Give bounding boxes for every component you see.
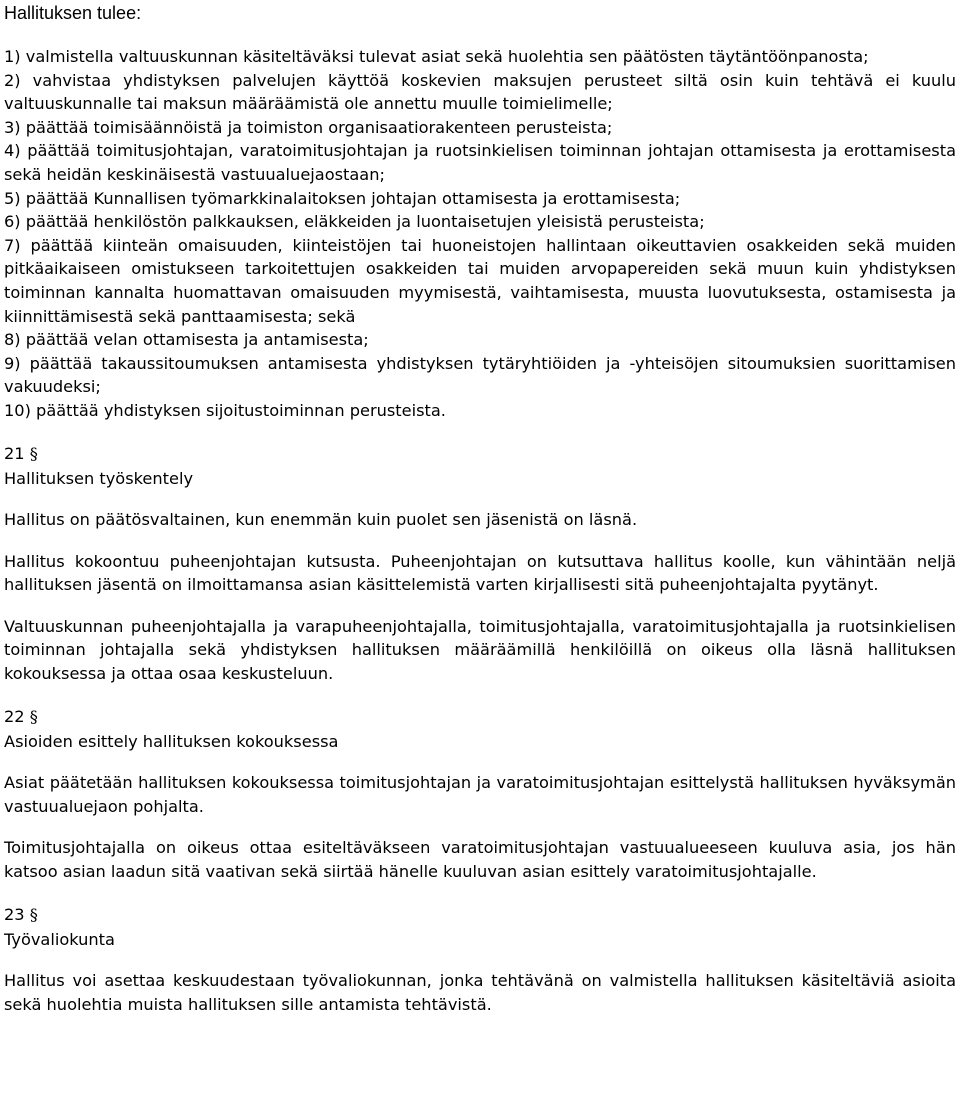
section-title: Hallituksen työskentely [4, 468, 194, 488]
section-paragraph: Hallitus on päätösvaltainen, kun enemmän kuin puolet sen jäsenistä on läsnä. [4, 510, 638, 530]
section-paragraph: Hallitus voi asettaa keskuudestaan työvaliokunnan, jonka tehtävänä on valmistella hallituksen käsiteltäviä asioita sekä huolehtia muista hallituksen sille antamista tehtävistä. [4, 971, 956, 1014]
duty-item: 10) päättää yhdistyksen sijoitustoiminnan perusteista. [4, 400, 446, 420]
duty-item: 9) päättää takaussitoumuksen antamisesta yhdistyksen tytäryhtiöiden ja -yhteisöjen sitoumuksien suorittamisen vakuudeksi; [4, 353, 956, 397]
section-number: 21 § [4, 443, 38, 463]
section-paragraph: Asiat päätetään hallituksen kokouksessa toimitusjohtajan ja varatoimitusjohtajan esittelystä hallituksen hyväksymän vastuualuejaon pohjalta. [4, 773, 956, 816]
section-title: Työvaliokunta [4, 929, 115, 949]
section-title: Asioiden esittely hallituksen kokouksessa [4, 731, 339, 751]
section-symbol: § [29, 706, 38, 726]
duty-item: 2) vahvistaa yhdistyksen palvelujen käyttöä koskevien maksujen perusteet siltä osin kuin tehtävä ei kuulu valtuuskunnalle tai maksun määräämistä ole annettu muulle toimielimelle; [4, 70, 956, 114]
section-number: 22 § [4, 706, 38, 726]
duty-item: 7) päättää kiinteän omaisuuden, kiinteistöjen tai huoneistojen hallintaan oikeuttavien osakkeiden sekä muiden pitkäaikaiseen omistukseen tarkoitettujen osakkeiden tai muiden arvopapereiden sekä muun kuin yhdistyksen toiminnan kannalta huomattavan omaisuuden myymisestä, vaihtamisesta, muusta luovutuksesta, ostamisesta ja kiinnittämisestä sekä panttaamisesta; sekä [4, 235, 956, 326]
section-22 [4, 704, 956, 884]
duty-item: 3) päättää toimisäännöistä ja toimiston organisaatiorakenteen perusteista; [4, 117, 613, 137]
section-23 [4, 902, 956, 1017]
section-number: 23 § [4, 904, 38, 924]
section-paragraph: Hallitus kokoontuu puheenjohtajan kutsusta. Puheenjohtajan on kutsuttava hallitus koolle, kun vähintään neljä hallituksen jäsentä on ilmoittamansa asian käsittelemistä varten kirjallisesti sitä puheenjohtajalta pyytänyt. [4, 551, 956, 595]
duty-item: 1) valmistella valtuuskunnan käsiteltäväksi tulevat asiat sekä huolehtia sen päätösten täytäntöönpanosta; [4, 47, 869, 66]
duty-item: 8) päättää velan ottamisesta ja antamisesta; [4, 330, 369, 350]
section-paragraph: Valtuuskunnan puheenjohtajalla ja varapuheenjohtajalla, toimitusjohtajalla, varatoimitusjohtajalla ja ruotsinkielisen toiminnan johtajalla sekä yhdistyksen hallituksen määräämillä henkilöillä on oikeus olla läsnä hallituksen kokouksessa ja ottaa osaa keskusteluun. [4, 616, 956, 684]
section-symbol: § [29, 443, 38, 463]
document-heading: Hallituksen tulee: [4, 3, 142, 23]
section-symbol: § [29, 904, 38, 924]
duties-list [4, 45, 956, 423]
section-21 [4, 441, 956, 686]
duty-item: 6) päättää henkilöstön palkkauksen, eläkkeiden ja luontaisetujen yleisistä perusteista; [4, 212, 705, 232]
duty-item: 4) päättää toimitusjohtajan, varatoimitusjohtajan ja ruotsinkielisen toiminnan johtajan ottamisesta ja erottamisesta sekä heidän keskinäisestä vastuualuejaostaan; [4, 141, 956, 184]
section-paragraph: Toimitusjohtajalla on oikeus ottaa esiteltäväkseen varatoimitusjohtajan vastuualueeseen kuuluva asia, jos hän katsoo asian laadun sitä vaativan sekä siirtää hänelle kuuluvan asian esittely varatoimitusjohtajalle. [4, 838, 956, 882]
duty-item: 5) päättää Kunnallisen työmarkkinalaitoksen johtajan ottamisesta ja erottamisesta; [4, 188, 681, 208]
